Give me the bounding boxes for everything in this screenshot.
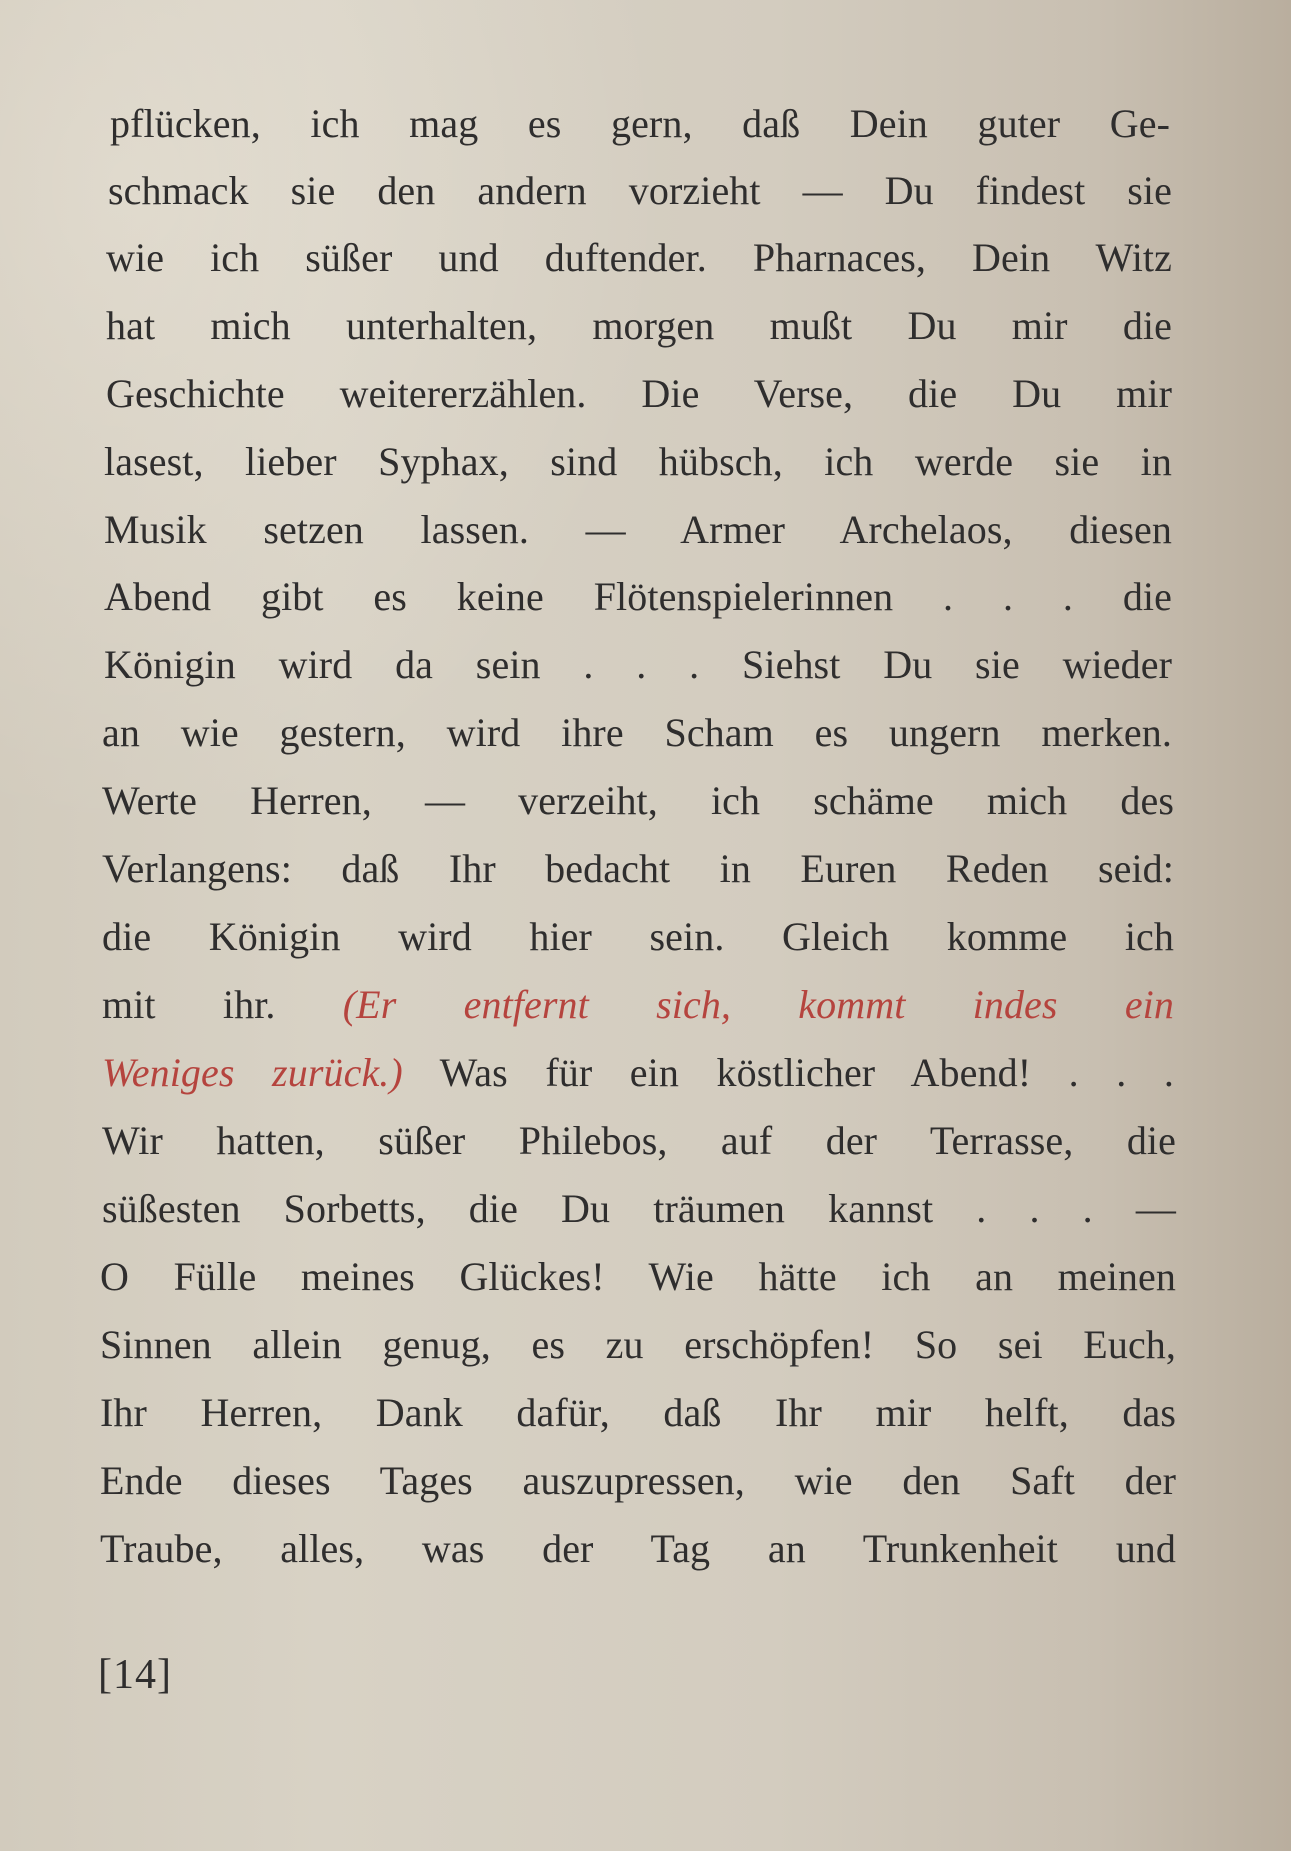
text-line-11: Werte Herren, — verzeiht, ich schäme mich des [102,778,1174,823]
text-line-15 [102,1043,1174,1103]
text-line-7: Musik setzen lassen. — Armer Archelaos, diesen [104,507,1172,552]
text-line-13: die Königin wird hier sein. Gleich komme ich [102,914,1174,959]
text-line-20: Ihr Herren, Dank dafür, daß Ihr mir helft, das [100,1390,1176,1435]
text-line-12: Verlangens: daß Ihr bedacht in Euren Reden seid: [102,846,1174,891]
text-line-17: süßesten Sorbetts, die Du träumen kannst . . . — [102,1186,1176,1231]
stage-direction-start: (Er entfernt sich, kommt indes ein [342,982,1174,1027]
page-number: [14] [98,1652,172,1698]
text-line-10: an wie gestern, wird ihre Scham es ungern merken. [102,710,1172,755]
text-line-16: Wir hatten, süßer Philebos, auf der Terrasse, die [102,1118,1176,1163]
text-line-18: O Fülle meines Glückes! Wie hätte ich an meinen [100,1254,1176,1299]
text-line-8: Abend gibt es keine Flötenspielerinnen . . . die [104,574,1172,619]
text-line-22: Traube, alles, was der Tag an Trunkenheit und [100,1526,1176,1571]
text-line-6: lasest, lieber Syphax, sind hübsch, ich werde sie in [104,439,1172,484]
text-line-4: hat mich unterhalten, morgen mußt Du mir die [106,303,1172,348]
text-line-9: Königin wird da sein . . . Siehst Du sie wieder [104,642,1172,687]
text-line-2: schmack sie den andern vorzieht — Du findest sie [108,168,1172,213]
stage-direction-end: Weniges zurück.) [102,1050,403,1095]
text-line-14-normal: mit ihr. [102,982,276,1027]
text-line-5: Geschichte weitererzählen. Die Verse, die Du mir [106,371,1172,416]
text-line-14 [102,975,1174,1035]
text-line-15-normal: Was für ein köstlicher Abend! . . . [439,1050,1174,1095]
text-line-21: Ende dieses Tages auszupressen, wie den Saft der [100,1458,1176,1503]
text-line-1: pflücken, ich mag es gern, daß Dein guter Ge- [110,101,1170,146]
text-line-19: Sinnen allein genug, es zu erschöpfen! So sei Euch, [100,1322,1176,1367]
text-line-3: wie ich süßer und duftender. Pharnaces, Dein Witz [106,235,1172,280]
